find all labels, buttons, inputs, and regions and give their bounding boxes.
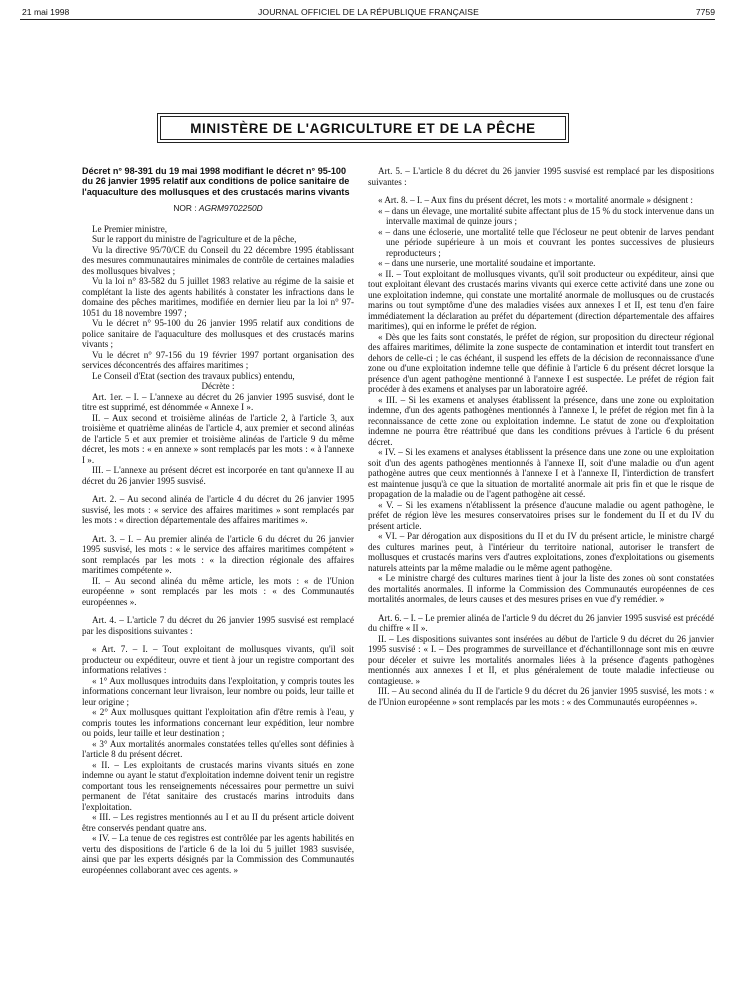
left-paragraph: Le Conseil d'Etat (section des travaux publics) entendu, (92, 370, 295, 381)
left-paragraph: « III. – Les registres mentionnés au I et au II du présent article doivent être conservés pendant quatre ans. (82, 812, 354, 833)
left-paragraph: « IV. – La tenue de ces registres est contrôlée par les agents habilités en vertu des dispositions de l'article 6 de la loi du 5 juillet 1983 susvisée, ainsi que par les experts désignés par la Commission des Communautés européennes collaborant avec ces agents. » (82, 833, 354, 875)
right-paragraph: « Art. 8. – I. – Aux fins du présent décret, les mots : « mortalité anormale » désignent : (378, 195, 693, 205)
nor-code: AGRM9702250D (198, 203, 263, 214)
left-paragraph: Vu le décret n° 97-156 du 19 février 1997 portant organisation des services déconcentrés des affaires maritimes ; (82, 349, 354, 371)
ministry-banner (160, 116, 566, 140)
right-list-item: « – dans une écloserie, une mortalité telle que l'écloseur ne peut obtenir de larves pendant une période supérieure à un mois et couvrant les pontes successives de plusieurs reproducteurs ; (378, 226, 714, 258)
left-paragraph: Art. 2. – Au second alinéa de l'article 4 du décret du 26 janvier 1995 susvisé, les mots : « service des affaires maritimes » sont remplacés par les mots : « direction départementale des affaires maritimes ». (82, 494, 354, 526)
left-paragraph: Le Premier ministre, (92, 223, 168, 234)
right-paragraph: II. – Les dispositions suivantes sont insérées au début de l'article 9 du décret du 26 janvier 1995 susvisé : « I. – Des programmes de surveillance et d'échantillonnage sont mis en œuvre pour déceler et suivre les mortalités anormales liées à la présence d'agents pathogènes mentionnés aux annexes I et II, et plus généralement de toute maladie infectieuse ou contagieuse. » (368, 633, 714, 686)
right-paragraph: « IV. – Si les examens et analyses établissent la présence dans une zone ou une exploitation soit d'un des agents pathogènes mentionnés à l'annexe II, soit d'une maladie ou d'un agent pathogène autres que ceux mentionnés à l'annexe I et à l'annexe II, l'interdiction de transfert est maintenue jusqu'à ce que la situation de mortalité anormale ait pris fin et que le risque de propagation de la maladie ou de l'agent pathogène ait cessé. (368, 447, 714, 499)
right-paragraph: « V. – Si les examens n'établissent la présence d'aucune maladie ou agent pathogène, le préfet de région lève les mesures conservatoires prises sur le fondement du II et du IV du présent article. (368, 499, 714, 531)
left-paragraph: Vu le décret n° 95-100 du 26 janvier 1995 relatif aux conditions de police sanitaire de l'aquaculture des mollusques et des crustacés marins vivants ; (82, 318, 354, 350)
ministry-title: MINISTÈRE DE L'AGRICULTURE ET DE LA PÊCHE (190, 120, 536, 136)
left-paragraph: « II. – Les exploitants de crustacés marins vivants situés en zone indemne ou ayant le statut d'exploitation indemne doivent tenir un registre comportant tous les renseignements nécessaires pour permettre un suivi permanent de l'état sanitaire des crustacés marins introduits dans l'exploitation. (82, 759, 354, 812)
decrete-heading: Décrète : (201, 381, 235, 392)
right-paragraph: Art. 5. – L'article 8 du décret du 26 janvier 1995 susvisé est remplacé par les dispositions suivantes : (368, 166, 714, 187)
left-paragraph: III. – L'annexe au présent décret est incorporée en tant qu'annexe II au décret du 26 janvier 1995 susvisé. (82, 465, 354, 486)
nor-label: NOR : (173, 203, 197, 214)
left-paragraph: « Art. 7. – I. – Tout exploitant de mollusques vivants, qu'il soit producteur ou expéditeur, ouvre et tient à jour un registre comportant des informations relatives : (82, 644, 354, 676)
header-rule (20, 19, 715, 20)
left-column (82, 166, 354, 875)
page-header (22, 4, 715, 18)
left-paragraph: « 3° Aux mortalités anormales constatées telles qu'elles sont définies à l'article 8 du présent décret. (82, 738, 354, 760)
right-paragraph: « II. – Tout exploitant de mollusques vivants, qu'il soit producteur ou expéditeur, ainsi que tout exploitant élevant des crustacés marins vivants qui exerce cette activité dans une zone ou une exploitation indemne, qui constate une mortalité anormale de mollusques ou de crustacés marins ou tout symptôme d'une des maladies visées aux annexes I et II, est tenu d'en faire immédiatement la déclaration au préfet du département (direction départementale des affaires maritimes), qui en informe le préfet de région. (368, 268, 714, 331)
left-paragraph: Art. 4. – L'article 7 du décret du 26 janvier 1995 susvisé est remplacé par les dispositions suivantes : (82, 615, 354, 636)
right-list-item: « – dans un élevage, une mortalité subite affectant plus de 15 % du stock intervenue dans un intervalle maximal de quinze jours ; (378, 205, 714, 226)
nor-line (82, 203, 354, 214)
left-paragraph: Sur le rapport du ministre de l'agriculture et de la pêche, (92, 234, 297, 245)
header-date: 21 mai 1998 (22, 7, 70, 17)
right-paragraph: « III. – Si les examens et analyses établissent la présence, dans une zone ou exploitation indemne, d'un des agents pathogènes mentionnés à l'annexe I, le préfet de région met fin à la reconnaissance de cette zone ou exploitation indemne. Le statut de zone ou d'exploitation indemne ne pourra être réattribué que dans les conditions prévues à l'article 6 du présent décret. (368, 394, 714, 447)
left-paragraph: Vu la directive 95/70/CE du Conseil du 22 décembre 1995 établissant des mesures communautaires minimales de contrôle de certaines maladies des mollusques bivalves ; (82, 244, 354, 276)
header-journal-title: JOURNAL OFFICIEL DE LA RÉPUBLIQUE FRANÇAISE (258, 7, 479, 17)
left-paragraph: « 2° Aux mollusques quittant l'exploitation afin d'être remis à l'eau, y compris toutes les informations concernant leur expédition, leur nombre ou poids, leur taille et leur destination ; (82, 707, 354, 739)
right-paragraph: III. – Au second alinéa du II de l'article 9 du décret du 26 janvier 1995 susvisé, les mots : « de l'Union européenne » sont remplacés par les mots : « des Communautés européennes ». (368, 686, 714, 707)
left-paragraph: Art. 3. – I. – Au premier alinéa de l'article 6 du décret du 26 janvier 1995 susvisé, les mots : « le service des affaires maritimes compétent » sont remplacés par les mots : « la direction régionale des affaires maritimes compétente ». (82, 533, 354, 576)
decree-title: Décret n° 98-391 du 19 mai 1998 modifiant le décret n° 95-100 du 26 janvier 1995 relatif aux conditions de police sanitaire de l'aquaculture des mollusques et des crustacés marins vivants (82, 166, 350, 197)
right-paragraph: « Le ministre chargé des cultures marines tient à jour la liste des zones où sont constatées des mortalités anormales. Il informe la Commission des Communautés européennes de ces mortalités anormales, de leurs causes et des mesures prises en vue d'y remédier. » (368, 573, 714, 604)
left-paragraph: Art. 1er. – I. – L'annexe au décret du 26 janvier 1995 susvisé, dont le titre est supprimé, est dénommée « Annexe I ». (82, 391, 354, 413)
right-paragraph: Art. 6. – I. – Le premier alinéa de l'article 9 du décret du 26 janvier 1995 susvisé est précédé du chiffre « II ». (368, 612, 714, 633)
left-paragraph: II. – Aux second et troisième alinéas de l'article 2, à l'article 3, aux troisième et quatrième alinéas de l'article 4, aux premier et second alinéas de l'article 5 et aux premier et troisième alinéas de l'article 9 du même décret, les mots : « en annexe » sont remplacés par les mots : « à l'annexe I ». (82, 412, 354, 465)
left-paragraph: Vu la loi n° 83-582 du 5 juillet 1983 relative au régime de la saisie et complétant la liste des agents habilités à constater les infractions dans le domaine des pêches maritimes, modifiée en dernier lieu par la loi n° 97-1051 du 18 novembre 1997 ; (82, 276, 354, 318)
right-paragraph: « Dès que les faits sont constatés, le préfet de région, sur proposition du directeur régional des affaires maritimes, délimite la zone suspecte de contamination et interdit tout transfert en dehors de celle-ci ; le cas échéant, il suspend les effets de la décision de reconnaissance d'une zone ou d'une exploitation indemne telle que définie à l'article 6 du présent décret lorsque la présence d'un agent pathogène mentionné à l'annexe I est suspectée. Le préfet de région fait procéder à des examens et analyses par un laboratoire agréé. (368, 331, 714, 394)
header-page-number: 7759 (695, 7, 715, 17)
left-paragraph: II. – Au second alinéa du même article, les mots : « de l'Union européenne » sont remplacés par les mots : « des Communautés européennes ». (82, 575, 354, 607)
right-list-item: « – dans une nurserie, une mortalité soudaine et importante. (378, 258, 596, 268)
right-column (368, 166, 714, 707)
right-paragraph: « VI. – Par dérogation aux dispositions du II et du IV du présent article, le ministre chargé des cultures marines peut, à l'intérieur du territoire national, autoriser le transfert de mollusques et crustacés marins vers d'autres exploitations, zones d'exploitations ou gisements naturels atteints par la même maladie ou le même agent pathogène. (368, 531, 714, 573)
left-paragraph: « 1° Aux mollusques introduits dans l'exploitation, y compris toutes les informations concernant leur livraison, leur nombre ou poids, leur taille et leur origine ; (82, 675, 354, 707)
